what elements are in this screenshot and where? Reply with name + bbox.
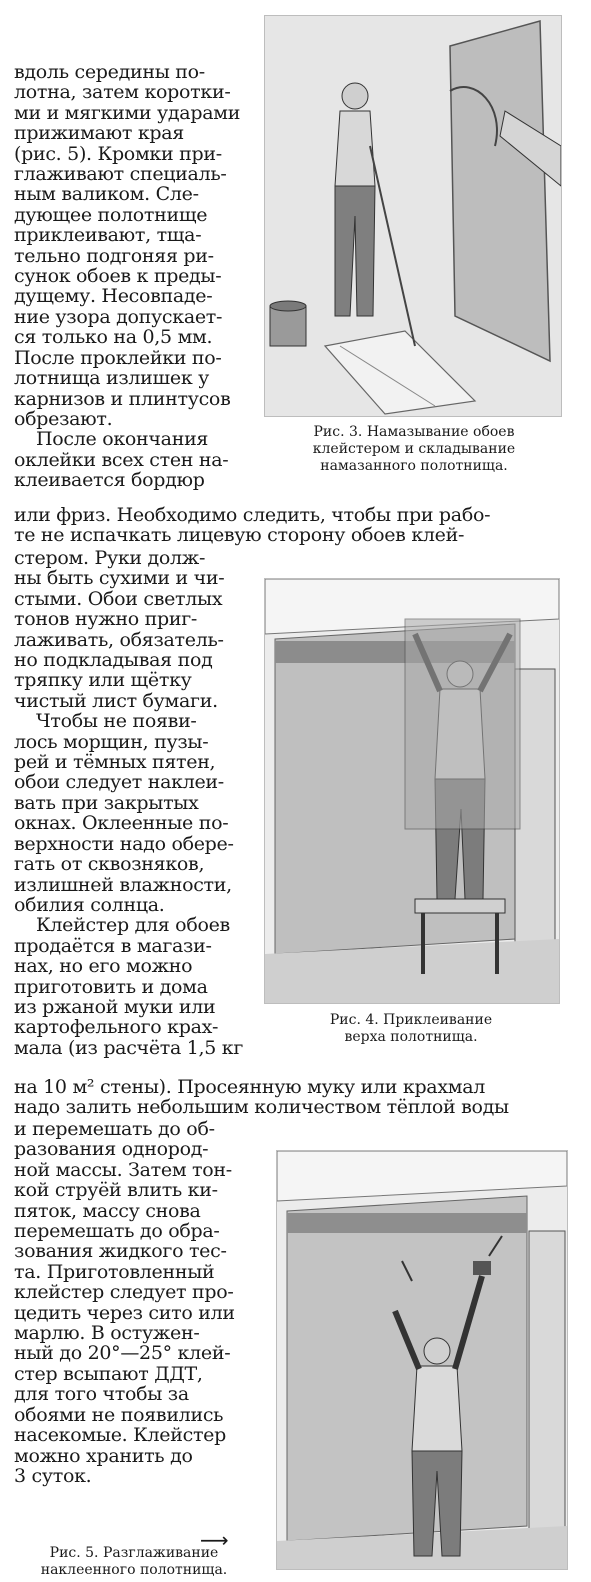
text-line: зования жидкого тес- [14,1240,227,1263]
text-line: те не испачкать лицевую сторону обоев клей- [14,524,465,547]
text-line: цедить через сито или [14,1301,235,1324]
text-line: и перемешать до об- [14,1118,215,1140]
text-line: тельно подгоняя ри- [14,244,214,267]
text-line: из ржаной муки или [14,995,216,1018]
text-line: тряпку или щётку [14,669,192,692]
text-line: разования однород- [14,1138,209,1161]
text-column-2 [14,548,262,1058]
text-line: продаётся в магази- [14,934,212,957]
text-line: тонов нужно приг- [14,608,198,631]
text-line: После окончания [36,428,209,451]
text-fullwidth-1 [14,505,579,546]
figure-5-caption [14,1545,254,1579]
text-line: стыми. Обои светлых [14,587,223,610]
text-line: клеивается бордюр [14,469,205,492]
caption-line: Рис. 4. Приклеивание [329,1012,493,1028]
arrow-icon: ⟶ [200,1528,229,1552]
text-line: верхности надо обере- [14,832,234,855]
text-line: кой струёй влить ки- [14,1179,218,1202]
figure-4-caption [264,1012,558,1046]
text-line: вдоль середины по- [14,61,205,83]
text-line: рей и тёмных пятен, [14,751,216,774]
text-line: или фриз. Необходимо следить, чтобы при рабо- [14,504,491,526]
text-line: картофельного крах- [14,1016,219,1039]
text-line: излишней влажности, [14,873,232,896]
caption-line: наклеенного полотнища. [40,1562,228,1578]
text-line: Чтобы не появи- [36,710,197,733]
text-line: для того чтобы за [14,1383,189,1406]
text-line: насекомые. Клейстер [14,1424,226,1447]
text-line: можно хранить до [14,1444,193,1467]
text-line: обилия солнца. [14,893,165,916]
text-line: ной массы. Затем тон- [14,1158,232,1181]
text-line: оклейки всех стен на- [14,448,229,471]
caption-line: Рис. 5. Разглаживание [49,1545,219,1561]
text-line: (рис. 5). Кромки при- [14,142,222,165]
text-line: сунок обоев к преды- [14,265,222,288]
text-line: пяток, массу снова [14,1199,201,1222]
text-line: мала (из расчёта 1,5 кг [14,1036,244,1059]
text-line: Клейстер для обоев [36,914,230,937]
figure-4-image [264,578,560,1004]
text-line: обрезают. [14,407,113,430]
text-line: глаживают специаль- [14,163,227,186]
text-line: стером. Руки долж- [14,547,206,569]
figure-3-image [264,15,562,417]
text-line: ние узора допускает- [14,305,223,328]
text-line: 3 суток. [14,1464,92,1487]
text-line: карнизов и плинтусов [14,387,231,410]
text-column-1 [14,62,262,491]
text-line: но подкладывая под [14,649,213,672]
text-line: гать от сквозняков, [14,853,205,876]
text-column-3 [14,1119,262,1486]
text-line: стер всыпают ДДТ, [14,1362,203,1385]
text-line: обои следует наклеи- [14,771,224,794]
text-line: ся только на 0,5 мм. [14,326,213,349]
text-line: лось морщин, пузы- [14,730,209,753]
caption-line: клейстером и складывание [312,441,516,457]
text-line: лотнища излишек у [14,367,210,390]
text-line: окнах. Оклеенные по- [14,812,229,835]
text-fullwidth-2 [14,1077,579,1118]
text-line: та. Приготовленный [14,1260,215,1283]
text-line: ми и мягкими ударами [14,101,241,124]
text-line: вать при закрытых [14,791,199,814]
text-line: прижимают края [14,122,184,145]
text-line: После проклейки по- [14,346,222,369]
text-line: приклеивают, тща- [14,224,202,247]
text-line: надо залить небольшим количеством тёплой воды [14,1096,509,1119]
figure-5-image [276,1150,568,1570]
figure-3-caption [268,424,560,475]
text-line: перемешать до обра- [14,1220,220,1243]
text-line: приготовить и дома [14,975,208,998]
text-line: на 10 м² стены). Просеянную муку или крахмал [14,1076,486,1098]
text-line: лотна, затем коротки- [14,81,231,104]
caption-line: верха полотнища. [344,1029,478,1045]
text-line: клейстер следует про- [14,1281,234,1304]
text-line: ны быть сухими и чи- [14,567,225,590]
text-line: обоями не появились [14,1403,224,1426]
caption-line: Рис. 3. Намазывание обоев [313,424,515,440]
text-line: марлю. В остужен- [14,1322,200,1345]
text-line: нах, но его можно [14,955,193,978]
caption-line: намазанного полотнища. [320,458,508,474]
text-line: ный до 20°—25° клей- [14,1342,231,1365]
text-line: дующее полотнище [14,203,208,226]
text-line: чистый лист бумаги. [14,689,218,712]
text-line: лаживать, обязатель- [14,628,224,651]
text-line: ным валиком. Сле- [14,183,199,206]
text-line: дущему. Несовпаде- [14,285,213,308]
